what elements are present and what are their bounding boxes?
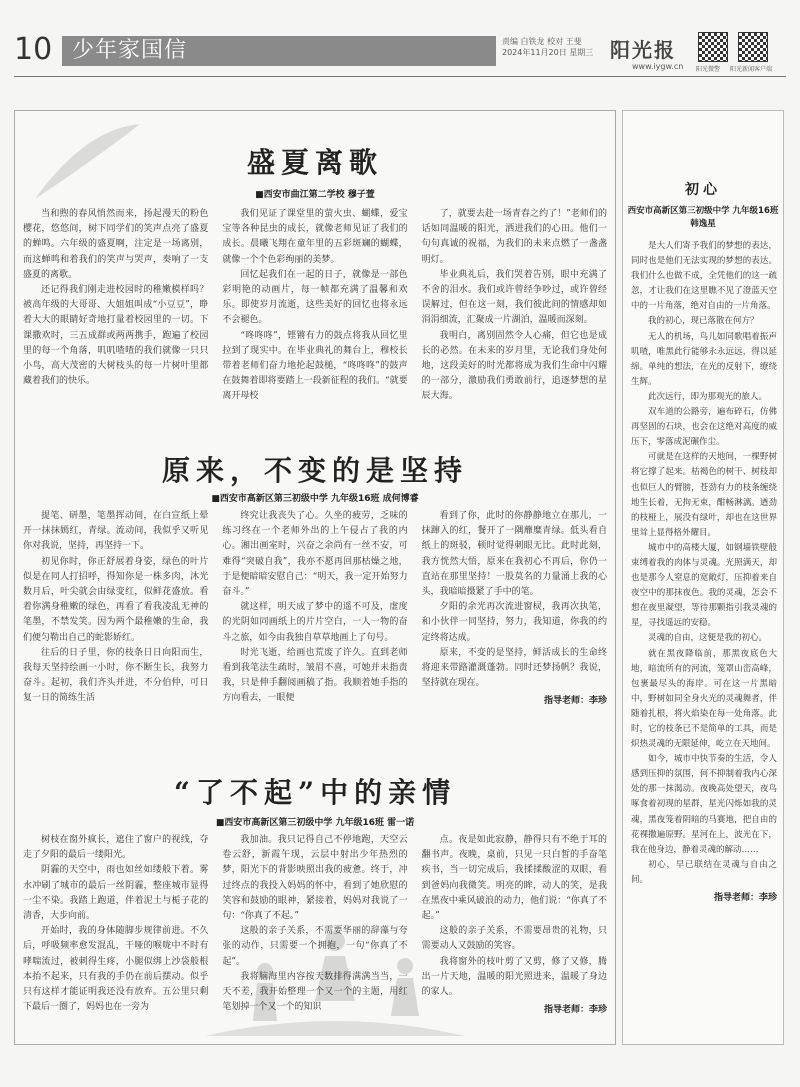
paragraph: 我加油。我只记得自己不停地跑，天空云卷云舒，新霞午现，云层中射出少年热烈的梦，阳光下的背影映照出我的疲惫。终于，冲过终点的我投入妈妈的怀中，看到了她欣慰的笑容和鼓励的眼神，紧接着，妈妈对我说了一句：“你真了不起。”	[222, 835, 408, 922]
paragraph: 这般的亲子关系，不需要昂贵的礼物，只需要动人又鼓励的笑容。	[421, 926, 607, 952]
article-byline: ■西安市高新区第三初级中学 九年级16班 成何博睿	[211, 494, 419, 504]
article-column	[422, 833, 607, 1033]
article-byline: ■西安市高新区第三初级中学 九年级16班 雷一诺	[215, 818, 415, 828]
article-column	[422, 207, 607, 421]
mentor-credit: 指导老师：李珍	[713, 893, 777, 904]
sidebar-byline: 西安市高新区第三初级中学 九年级16班 韩逸星	[627, 206, 779, 229]
sidebar-body	[631, 239, 777, 1039]
sidebar-title: 初心	[685, 182, 721, 198]
paragraph: 阴霾的天空中，雨也如丝如缕般下着。雾水冲刷了城市的最后一丝阴霾，整座城市显得一尘不染。我踏上跑道，伴着泥土与栀子花的清香，大步向前。	[23, 865, 209, 922]
qr-code-icon	[698, 32, 728, 62]
page-header	[14, 32, 786, 72]
paragraph: 如今，城市中快节奏的生活，令人感到压抑的氛围，何不抑制着我内心深处的那一抹渴动。夜晚高处望天，夜鸟啄食着初现的星群，星光闪烁如我的灵魂，黑夜笼着阴暗的马赛地，把自由的花裸撒遍原野。星河在上，波光在下，我在他身边，静着灵魂的解动……	[631, 754, 777, 855]
paragraph: 我明白，离别固然令人心痛，但它也是成长的必然。在未来的岁月里，无论我们身处何地，这段美好的时光都将成为我们生命中闪耀的一部分，激励我们勇敢前行，追逐梦想的星辰大海。	[421, 330, 607, 402]
website-link[interactable]: www.iygw.cn	[632, 62, 684, 71]
mentor-credit: 指导老师：李珍	[543, 696, 607, 707]
paragraph: 时光飞逝，给画也荒废了许久。直到老师看到我笔法生疏时，皱眉不喜，可她并未指责我，只是伸手翻阅画稿了指。我顺着她手指的方向看去，一眼便	[222, 647, 408, 704]
paragraph: 城市中的高楼大厦，如钢墙铁壁般束缚着我的肉体与灵魂。光照满天，却也是那今人窒息的宽敞灯，压抑着来自夜空中的那抹夜色。我的灵魂，怎会不想在夜里凝望，等待那颗指引我灵魂的星，寻找遥远的安稳。	[631, 542, 777, 629]
paragraph: 无人的机场，鸟儿如同歌唱着振声叽喳，唯黑此行能够永永远远，得以延绵。单纯的想法，在光的反射下，缭绕生辉。	[631, 331, 777, 387]
paragraph: 树枝在窗外疯长，遮住了窗户的视线，夺走了夕阳的最后一缕阳光。	[23, 835, 209, 861]
paragraph: 我们见证了课堂里的萤火虫、蝴蝶，爱宝宝等各种昆虫的成长，就像老师见证了我们的成长。晨曦飞翔在童年里的五彩斑斓的蝴蝶，就像一个个色彩绚丽的美梦。	[222, 209, 408, 265]
paragraph: 是大人们寄予我们的梦想的表达，同时也是他们无法实现的梦想的表达。我们什么也做不成，全凭他们的这一疏忽，才让我们在这里瞧不见了澄蓝天空中的一片角落，绝对自由的一片角落。	[631, 241, 777, 312]
header-rule	[14, 76, 786, 77]
article-column	[222, 509, 407, 734]
paragraph: 终究让我丧失了心。久坐的疲劳，乏味的练习终在一个老师外出的上午侵占了我的内心。湘出画室时，兴奋之余尚有一丝不安，可难得“突破自我”，我亦不愿再回那枯燥之地，于是便暗暗安慰自己：“明天，我一定开始努力奋斗。”	[222, 511, 408, 598]
date-line: 2024年11月20日 星期三	[502, 48, 594, 57]
paragraph: 我的初心，现已落散在何方？	[648, 316, 759, 327]
paragraph: 原来，不变的是坚持，鲜活成长的生命终将迎来带路灌溉蓬勃。同时还梦扬帆？我说，坚持就在现在。	[421, 647, 607, 689]
paragraph: 夕阳的余光再次流进窗棂，我再次执笔，和小伙伴一同坚持，努力，我知道，你我的约定终将达成。	[421, 602, 607, 643]
mentor-credit: 指导老师：李珍	[543, 1005, 607, 1016]
paragraph: 初见你时，你正舒展着身姿，绿色的叶片似是在同人打招呼，得知你是一株多肉，沐光数月后，叶尖就会由绿变红，似鲜花盛放。看着你满身稚嫩的绿色，再看了看我凌乱无神的笔墨，不禁发笑。因为两个最稚嫩的生命，我们便匀勒出自己的蛇影娇红。	[23, 556, 209, 643]
section-title: 少年家国信	[62, 36, 496, 66]
paragraph: 提笔、研墨，笔墨挥动间，在白宣纸上晕开一抹抹嫣红，青绿。流动间，我似乎又听见你对我说，坚持，再坚持一下。	[23, 511, 209, 552]
paragraph: 就这样，明天成了梦中的遥不可及，虚度的光阴如同画纸上的片片空白，一人一物的奋斗之旅，如今由我独自草草地画上了句号。	[222, 602, 408, 643]
paragraph: 初心，早已联结在灵魂与自由之间。	[631, 859, 777, 885]
paragraph: 可就是在这样的天地间，一棵野树将它撑了起来。枯褐色的树干、树枝却也似巨人的臂膀，苍劲有力的枝条缠绕地生长着，无拘无束，酣畅淋漓。遒劲的枝桠上，展没有绿叶，却也在这世界里耸上显得格外耀目。	[631, 452, 777, 538]
paragraph: 了，就要去赴一场青春之约了！”老师们的话如同温暖的阳光，洒进我们的心田。他们一句句真诚的祝福，为我们的未来点燃了一盏盏明灯。	[421, 209, 607, 265]
qr-label: 阳光微警	[696, 66, 721, 73]
newspaper-logo: 阳光报	[610, 38, 676, 62]
paragraph: 这般的亲子关系，不需要华丽的辞藻与夸张的动作，只需要一个拥抱，一句“你真了不起”。	[222, 926, 408, 967]
paragraph: 往后的日子里，你的枝条日日向阳而生，我每天坚持绘画一小时，你不断生长，我努力奋斗。起初，我们齐头并进，不分伯仲，可日复一日的简练生活	[23, 647, 209, 704]
article-title: “了不起”中的亲情	[173, 776, 457, 809]
article-column	[23, 833, 208, 1033]
article-column	[23, 207, 208, 421]
paragraph: 灵魂的自由，这便是我的初心。	[648, 633, 768, 644]
main-panel	[14, 110, 616, 1045]
paragraph: 毕业典礼后，我们哭着告别，眼中充满了不舍的泪水。我们或许曾经争吵过，或许曾经误解过，但在这一刻，我们彼此间的情感却如涓涓细流，汇聚成一片湖泊，温暖而深刻。	[421, 269, 607, 326]
article-byline: ■西安市曲江第二学校 穆子萱	[255, 190, 375, 200]
article-column	[23, 509, 208, 734]
page-number: 10	[14, 32, 53, 67]
paragraph: 我将脑海里内容按天数排得满满当当，一天不差，我开始整理一个又一个的主题，用红笔划掉一个又一个的知识	[222, 971, 408, 1013]
article-column	[422, 509, 607, 734]
paragraph: 我将窗外的枝叶剪了又剪，修了又修，腾出一片天地，温暖的阳光照进来，温暖了身边的家人。	[421, 956, 607, 998]
article-body	[23, 207, 607, 421]
article-column	[222, 833, 407, 1033]
article-body	[23, 833, 607, 1033]
qr-label: 阳光新闻客户端	[730, 66, 773, 73]
editor-info	[502, 36, 593, 58]
paragraph: 开始时，我的身体随脚步规律前进。不久后，呼吸频率愈发混乱，干哑的喉咙中不时有哮喘流过，被刺得生疼，小腿似绑上沙袋般根本抬不起来，只有我的手仍在前后摆动。似乎只有这样才能证明我还没有放弃。五公里只剩下最后一圈了，妈妈也在一旁为	[23, 926, 209, 1013]
sidebar-article-original-heart	[622, 110, 784, 1045]
article-body	[23, 509, 607, 734]
article-title: 原来，不变的是坚持	[161, 454, 468, 487]
paragraph: 看到了你，此时的你静静地立在那儿，一抹蹿入的红，餐开了一隅蘼糜青绿。低头看自纸上的斑驳，顿时觉得刺眼无比。此时此刻，我方恍然大悟，原来在我初心不再后，你仍一直站在那里坚持！一股莫名的力量涌上我的心头，我暗暗摄紧了手中的笔。	[421, 511, 607, 598]
paragraph: 回忆起我们在一起的日子，就像是一部色彩明艳的动画片，每一帧都充满了温馨和欢乐。即使岁月流逝，这些美好的回忆也将永远不会褪色。	[222, 269, 408, 326]
paragraph: 双车道的公路旁，遍布碎石，仿佛再坚固的石块，也会在这绝对高度的威压下，零落成泥碾作尘。	[631, 407, 777, 448]
article-column	[222, 207, 407, 421]
qr-code-icon	[738, 32, 768, 62]
article-title: 盛夏离歌	[246, 146, 383, 179]
editor-line: 责编 白铁龙 校对 王斐	[502, 37, 582, 46]
paragraph: 此次远行，即为那观光的旅人。	[648, 391, 768, 402]
paragraph: 当和煦的春风悄然而来，扬起漫天的粉色樱花，悠悠间，树下同学们的笑声点亮了盛夏的蝉鸣。六年级的盛夏啊，注定是一场离别，而这蝉鸣和着我们的笑声与哭声，奏响了一支盛夏的离歌。	[23, 209, 209, 280]
paragraph: 还记得我们刚走进校园时的稚嫩模样吗？被高年级的大哥哥、大姐姐叫成“小豆豆”，睁着大大的眼睛好奇地打量着校园里的一切。下课撒欢时，三五成群或两两携手，跑遍了校园里的每一个角落，叽叽喳喳的我们就像一只只小鸟，高大茂密的大树枝头的每一片树叶里都藏着我们的快乐。	[23, 285, 209, 387]
paragraph: 点。夜是如此寂静，静得只有不绝于耳的翻书声。夜晚，桌前，只见一只白皙的手奋笔疾书，当一切完成后，我揉揉酸涩的双眼，看到爸妈向我微笑。明亮的眸，动人的笑，是我在黑夜中乘风破浪的动力，他们说：“你真了不起。”	[421, 835, 607, 922]
paragraph: “咚咚咚”，铿锵有力的鼓点将我从回忆里拉到了现实中。在毕业典礼的舞台上，穆校长带着老师们奋力地抡起鼓槌，“咚咚咚”的鼓声在鼓舞着即将要踏上一段新征程的我们。“就要离开母校	[222, 330, 408, 402]
paragraph: 就在黑夜降临前，那黑夜底色大地，暗流所有的河流，笼罩山峦高峰，包裹最尽头的海岸。可在这一片黑暗中，野树如同全身火光的灵魂舞者，伴随着扎根，将火焰染在每一处角落。此时，它的枝条已不是简单的工具，而是炽热灵魂的无限延伸，屹立在天地间。	[631, 648, 777, 750]
